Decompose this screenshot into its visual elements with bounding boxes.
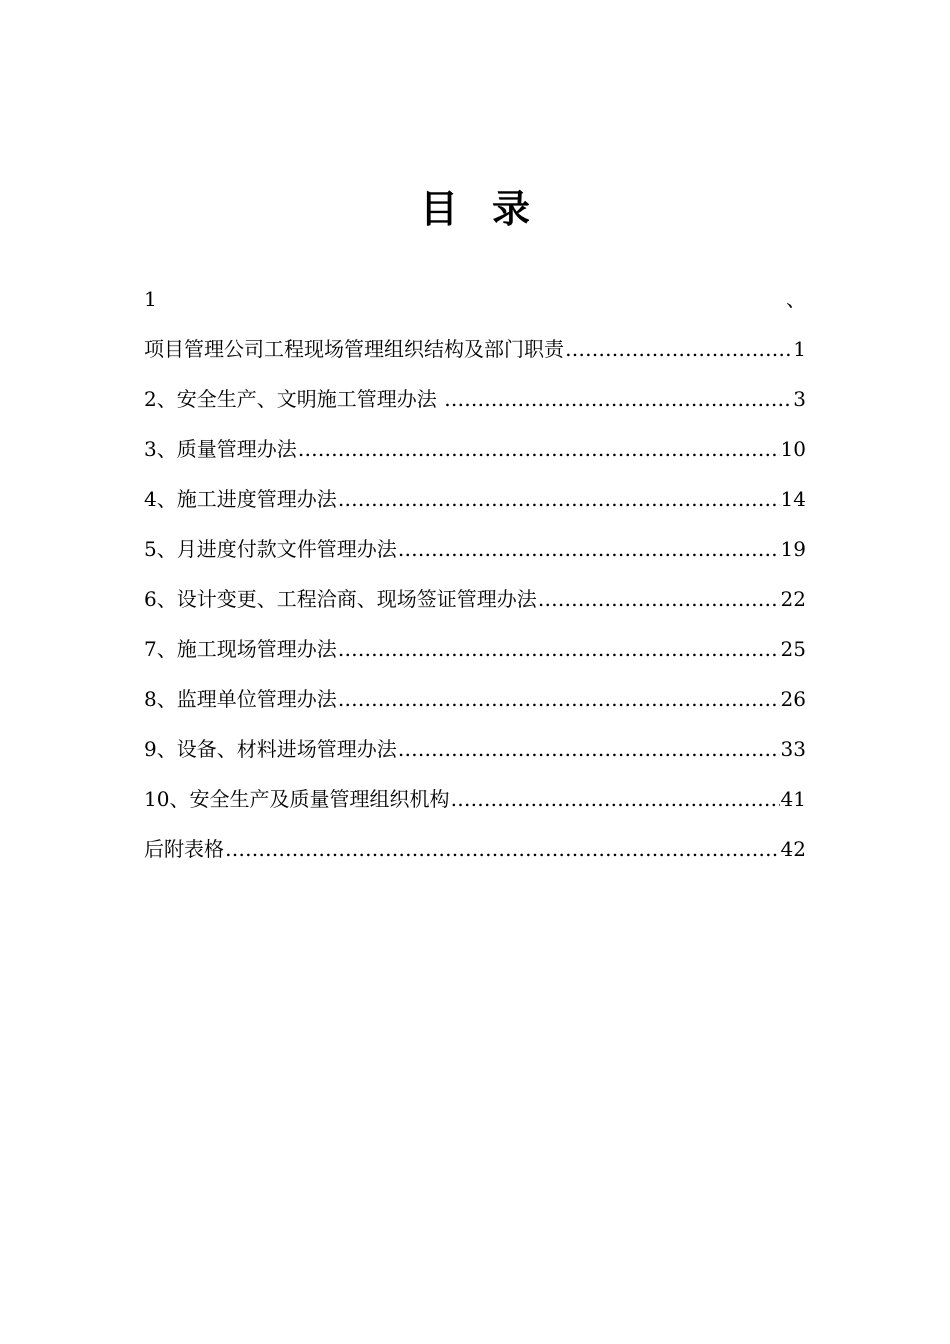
toc-entry-label: 8、监理单位管理办法 <box>144 687 337 711</box>
toc-entry[interactable] <box>144 732 806 782</box>
toc-entry-label: 项目管理公司工程现场管理组织结构及部门职责 <box>144 337 564 361</box>
toc-leader-dots <box>225 832 780 866</box>
toc-entry[interactable] <box>144 782 806 832</box>
toc-entry[interactable] <box>144 582 806 632</box>
toc-entry[interactable] <box>144 632 806 682</box>
toc-entry-page: 22 <box>780 587 806 611</box>
toc-entry-page: 33 <box>780 737 806 761</box>
page-title <box>0 178 950 233</box>
toc-entry-page: 10 <box>780 437 806 461</box>
toc-leader-dots <box>538 582 780 616</box>
toc-leader-dots <box>338 482 780 516</box>
toc-leader-dots <box>450 782 779 816</box>
toc-entry-label: 2、安全生产、文明施工管理办法 <box>144 387 444 411</box>
toc-entry-label: 后附表格 <box>144 837 224 861</box>
toc-entry[interactable] <box>144 832 806 882</box>
toc-first-line <box>144 282 806 332</box>
toc-entry-page: 3 <box>793 387 806 411</box>
toc-leader-dots <box>398 532 780 566</box>
toc-entry[interactable] <box>144 382 806 432</box>
toc-leader-dots <box>444 382 792 416</box>
toc-entry-page: 42 <box>780 837 806 861</box>
toc-entry[interactable] <box>144 682 806 732</box>
toc-entry[interactable] <box>144 482 806 532</box>
toc-entry-label: 9、设备、材料进场管理办法 <box>144 737 397 761</box>
toc-entry[interactable] <box>144 332 806 382</box>
toc-entry-label: 7、施工现场管理办法 <box>144 637 337 661</box>
toc-entry-label: 10、安全生产及质量管理组织机构 <box>144 787 450 811</box>
toc-entry-page: 1 <box>793 337 806 361</box>
table-of-contents <box>144 282 806 882</box>
toc-first-line-number: 1 <box>144 287 157 311</box>
toc-entry-label: 3、质量管理办法 <box>144 437 297 461</box>
toc-entry[interactable] <box>144 532 806 582</box>
title-char-1: 目 <box>419 187 458 231</box>
toc-entry-label: 5、月进度付款文件管理办法 <box>144 537 397 561</box>
toc-first-line-mark: 、 <box>786 287 806 311</box>
toc-leader-dots <box>398 732 780 766</box>
toc-entry[interactable] <box>144 432 806 482</box>
toc-entry-page: 41 <box>780 787 806 811</box>
toc-leader-dots <box>338 682 780 716</box>
toc-leader-dots <box>298 432 780 466</box>
toc-entry-label: 4、施工进度管理办法 <box>144 487 337 511</box>
toc-leader-dots <box>338 632 780 666</box>
title-char-2: 录 <box>492 187 531 231</box>
toc-entry-label: 6、设计变更、工程洽商、现场签证管理办法 <box>144 587 537 611</box>
toc-entry-page: 14 <box>780 487 806 511</box>
toc-entry-page: 19 <box>780 537 806 561</box>
toc-leader-dots <box>565 332 792 366</box>
toc-entry-page: 25 <box>780 637 806 661</box>
toc-entry-page: 26 <box>780 687 806 711</box>
